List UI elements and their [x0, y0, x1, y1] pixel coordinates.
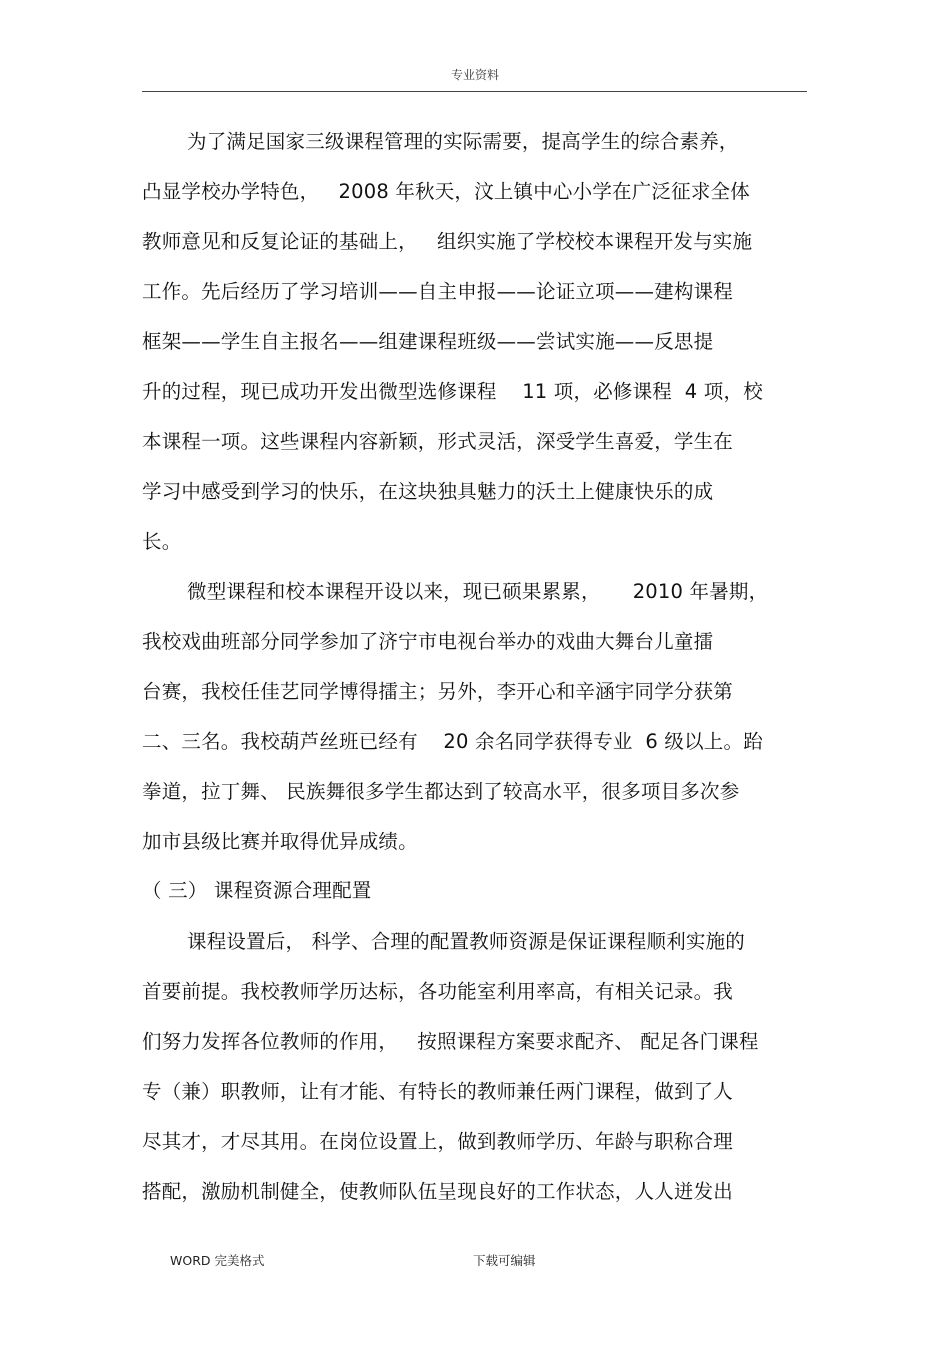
paragraph-line: 为了满足国家三级课程管理的实际需要，提高学生的综合素养， [187, 130, 739, 153]
paragraph-line: 升的过程，现已成功开发出微型选修课程 11 项，必修课程 4 项，校 [142, 380, 763, 403]
paragraph-line: 学习中感受到学习的快乐，在这块独具魅力的沃土上健康快乐的成 [142, 480, 714, 503]
paragraph-line: 课程设置后， 科学、合理的配置教师资源是保证课程顺利实施的 [187, 930, 745, 953]
paragraph-line: 我校戏曲班部分同学参加了济宁市电视台举办的戏曲大舞台儿童擂 [142, 630, 714, 653]
paragraph-line: 们努力发挥各位教师的作用， 按照课程方案要求配齐、 配足各门课程 [142, 1030, 759, 1053]
paragraph-line: 本课程一项。这些课程内容新颖，形式灵活，深受学生喜爱，学生在 [142, 430, 734, 453]
section-heading: （ 三） 课程资源合理配置 [142, 879, 372, 902]
footer-download-label: 下载可编辑 [473, 1253, 536, 1268]
paragraph-line: 专（兼）职教师，让有才能、有特长的教师兼任两门课程，做到了人 [142, 1080, 734, 1103]
paragraph-line: 教师意见和反复论证的基础上， 组织实施了学校校本课程开发与实施 [142, 230, 753, 253]
paragraph-line: 凸显学校办学特色， 2008 年秋天，汶上镇中心小学在广泛征求全体 [142, 180, 750, 203]
paragraph-line: 长。 [142, 530, 182, 553]
paragraph-line: 框架——学生自主报名——组建课程班级——尝试实施——反思提 [142, 330, 714, 353]
header-divider [142, 91, 807, 92]
paragraph-line: 首要前提。我校教师学历达标，各功能室利用率高，有相关记录。我 [142, 980, 734, 1003]
paragraph-line: 二、三名。我校葫芦丝班已经有 20 余名同学获得专业 6 级以上。跆 [142, 730, 763, 753]
paragraph-line: 尽其才，才尽其用。在岗位设置上，做到教师学历、年龄与职称合理 [142, 1130, 734, 1153]
paragraph-line: 拳道，拉丁舞、 民族舞很多学生都达到了较高水平，很多项目多次参 [142, 780, 740, 803]
paragraph-line: 微型课程和校本课程开设以来，现已硕果累累， 2010 年暑期， [187, 580, 769, 603]
paragraph-line: 加市县级比赛并取得优异成绩。 [142, 830, 418, 853]
paragraph-line: 工作。先后经历了学习培训——自主申报——论证立项——建构课程 [142, 280, 734, 303]
paragraph-line: 搭配，激励机制健全，使教师队伍呈现良好的工作状态，人人迸发出 [142, 1180, 734, 1203]
paragraph-line: 台赛，我校任佳艺同学博得擂主；另外，李开心和辛涵宇同学分获第 [142, 680, 734, 703]
footer-format-label: WORD 完美格式 [170, 1253, 265, 1268]
page-header: 专业资料 [450, 68, 499, 82]
